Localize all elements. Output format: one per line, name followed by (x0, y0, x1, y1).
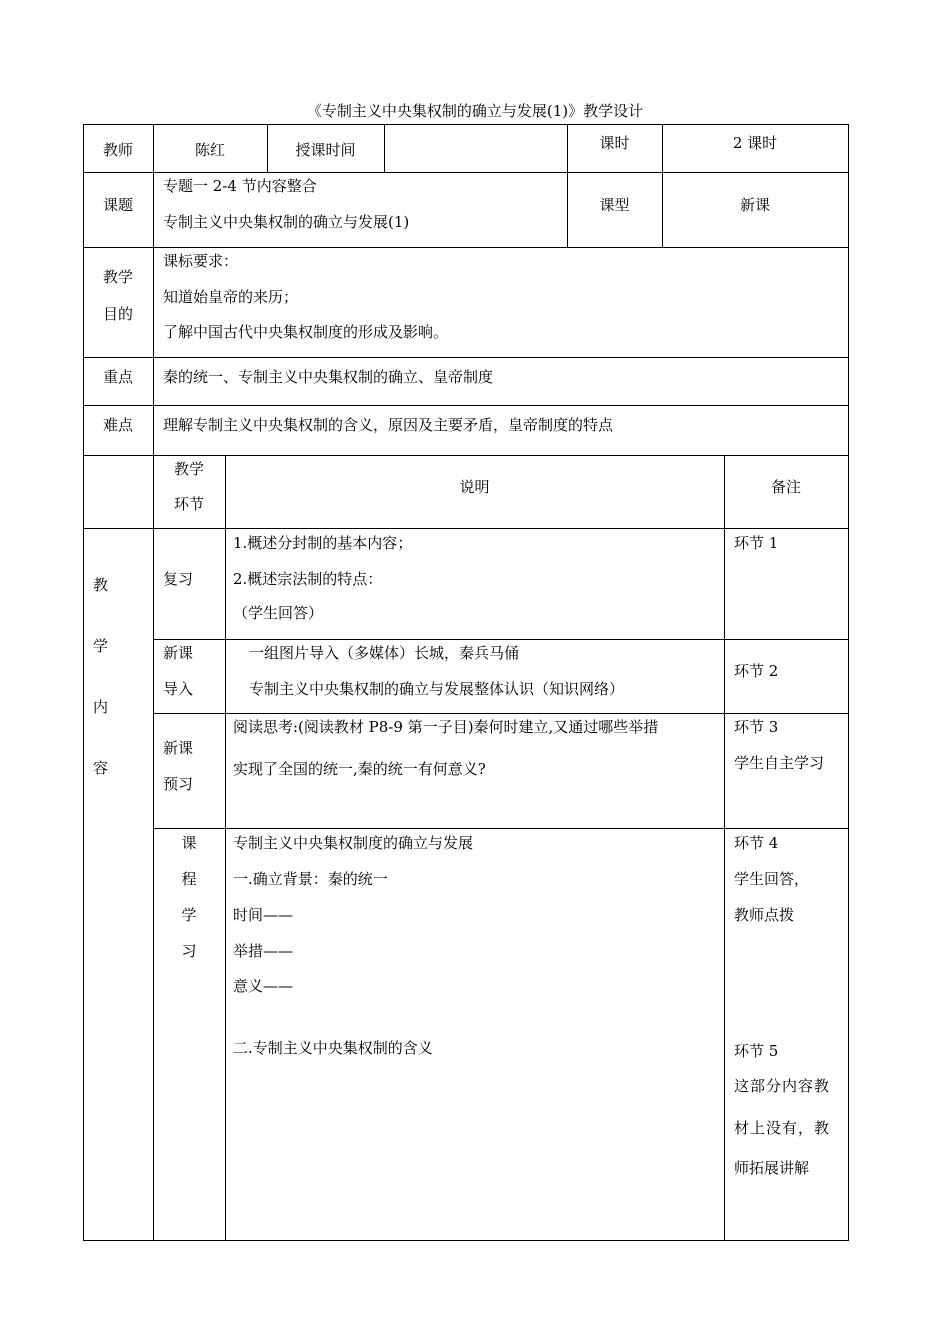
section-label-char: 内 (92, 698, 108, 716)
stage-name: 新课 (163, 644, 194, 662)
stage-description-line: 举措—— (233, 942, 294, 960)
stage-note-line: 环节 2 (734, 662, 779, 680)
objectives-label-line-2: 目的 (102, 305, 133, 323)
topic-label: 课题 (102, 196, 133, 214)
stage-note-line: 环节 4 (734, 834, 779, 852)
stage-note-line: 材上没有，教 (734, 1119, 831, 1137)
stage-description-line: 2.概述宗法制的特点： (233, 570, 383, 588)
stage-note-line: 学生回答， (734, 870, 810, 888)
stage-name: 复习 (163, 570, 194, 588)
section-label-char: 学 (92, 637, 108, 655)
key-points-value: 秦的统一、专制主义中央集权制的确立、皇帝制度 (163, 368, 494, 386)
stage-description-line: 1.概述分封制的基本内容； (233, 534, 413, 552)
stage-description-line: 意义—— (233, 977, 294, 995)
stage-description-line: 二.专制主义中央集权制的含义 (233, 1039, 433, 1057)
stage-description-line: 一组图片导入（多媒体）长城，秦兵马俑 (249, 644, 520, 662)
objectives-label-line-1: 教学 (102, 268, 133, 286)
stage-description-line: 时间—— (233, 906, 294, 924)
stage-name: 课 (181, 834, 197, 852)
stage-header-line-1: 教学 (173, 460, 204, 478)
stage-name: 学 (181, 906, 197, 924)
topic-line-1: 专题一 2-4 节内容整合 (163, 177, 317, 195)
stage-header-line-2: 环节 (173, 495, 204, 513)
stage-note-line: 教师点拨 (734, 906, 795, 924)
key-points-label: 重点 (102, 368, 133, 386)
stage-description-line: 专制主义中央集权制度的确立与发展 (233, 834, 474, 852)
section-label-char: 容 (92, 759, 108, 777)
stage-name: 导入 (163, 680, 194, 698)
stage-note-line: 环节 1 (734, 534, 779, 552)
objectives-line-3: 了解中国古代中央集权制度的形成及影响。 (163, 323, 449, 341)
stage-name: 预习 (163, 775, 194, 793)
hours-value: 2 课时 (732, 134, 778, 152)
objectives-line-2: 知道始皇帝的来历； (163, 288, 299, 306)
stage-description-line: （学生回答） (233, 604, 324, 622)
teacher-label: 教师 (102, 141, 133, 159)
stage-note-line: 环节 5 (734, 1042, 779, 1060)
hours-label: 课时 (599, 134, 630, 152)
teacher-value: 陈红 (194, 141, 225, 159)
difficulties-label: 难点 (102, 416, 133, 434)
difficulties-value: 理解专制主义中央集权制的含义，原因及主要矛盾，皇帝制度的特点 (163, 416, 614, 434)
description-header: 说明 (459, 478, 490, 496)
lesson-type-label: 课型 (599, 196, 630, 214)
stage-note-line: 师拓展讲解 (734, 1159, 810, 1177)
stage-description-line: 一.确立背景：秦的统一 (233, 870, 388, 888)
stage-description-line: 专制主义中央集权制的确立与发展整体认识（知识网络） (249, 680, 625, 698)
lesson-type-value: 新课 (739, 196, 770, 214)
class-time-label: 授课时间 (295, 141, 356, 159)
stage-name: 程 (181, 870, 197, 888)
notes-header: 备注 (770, 478, 801, 496)
stage-note-line: 环节 3 (734, 718, 779, 736)
topic-line-2: 专制主义中央集权制的确立与发展(1) (163, 213, 410, 231)
stage-description-line: 实现了全国的统一,秦的统一有何意义? (233, 760, 486, 778)
objectives-line-1: 课标要求： (163, 252, 239, 270)
stage-note-line: 学生自主学习 (734, 754, 825, 772)
stage-name: 习 (181, 942, 197, 960)
stage-description-line: 阅读思考:(阅读教材 P8-9 第一子目)秦何时建立,又通过哪些举措 (233, 718, 659, 736)
stage-name: 新课 (163, 739, 194, 757)
stage-note-line: 这部分内容教 (734, 1077, 831, 1095)
document-title: 《专制主义中央集权制的确立与发展(1)》教学设计 (306, 102, 644, 120)
section-label-char: 教 (92, 576, 108, 594)
